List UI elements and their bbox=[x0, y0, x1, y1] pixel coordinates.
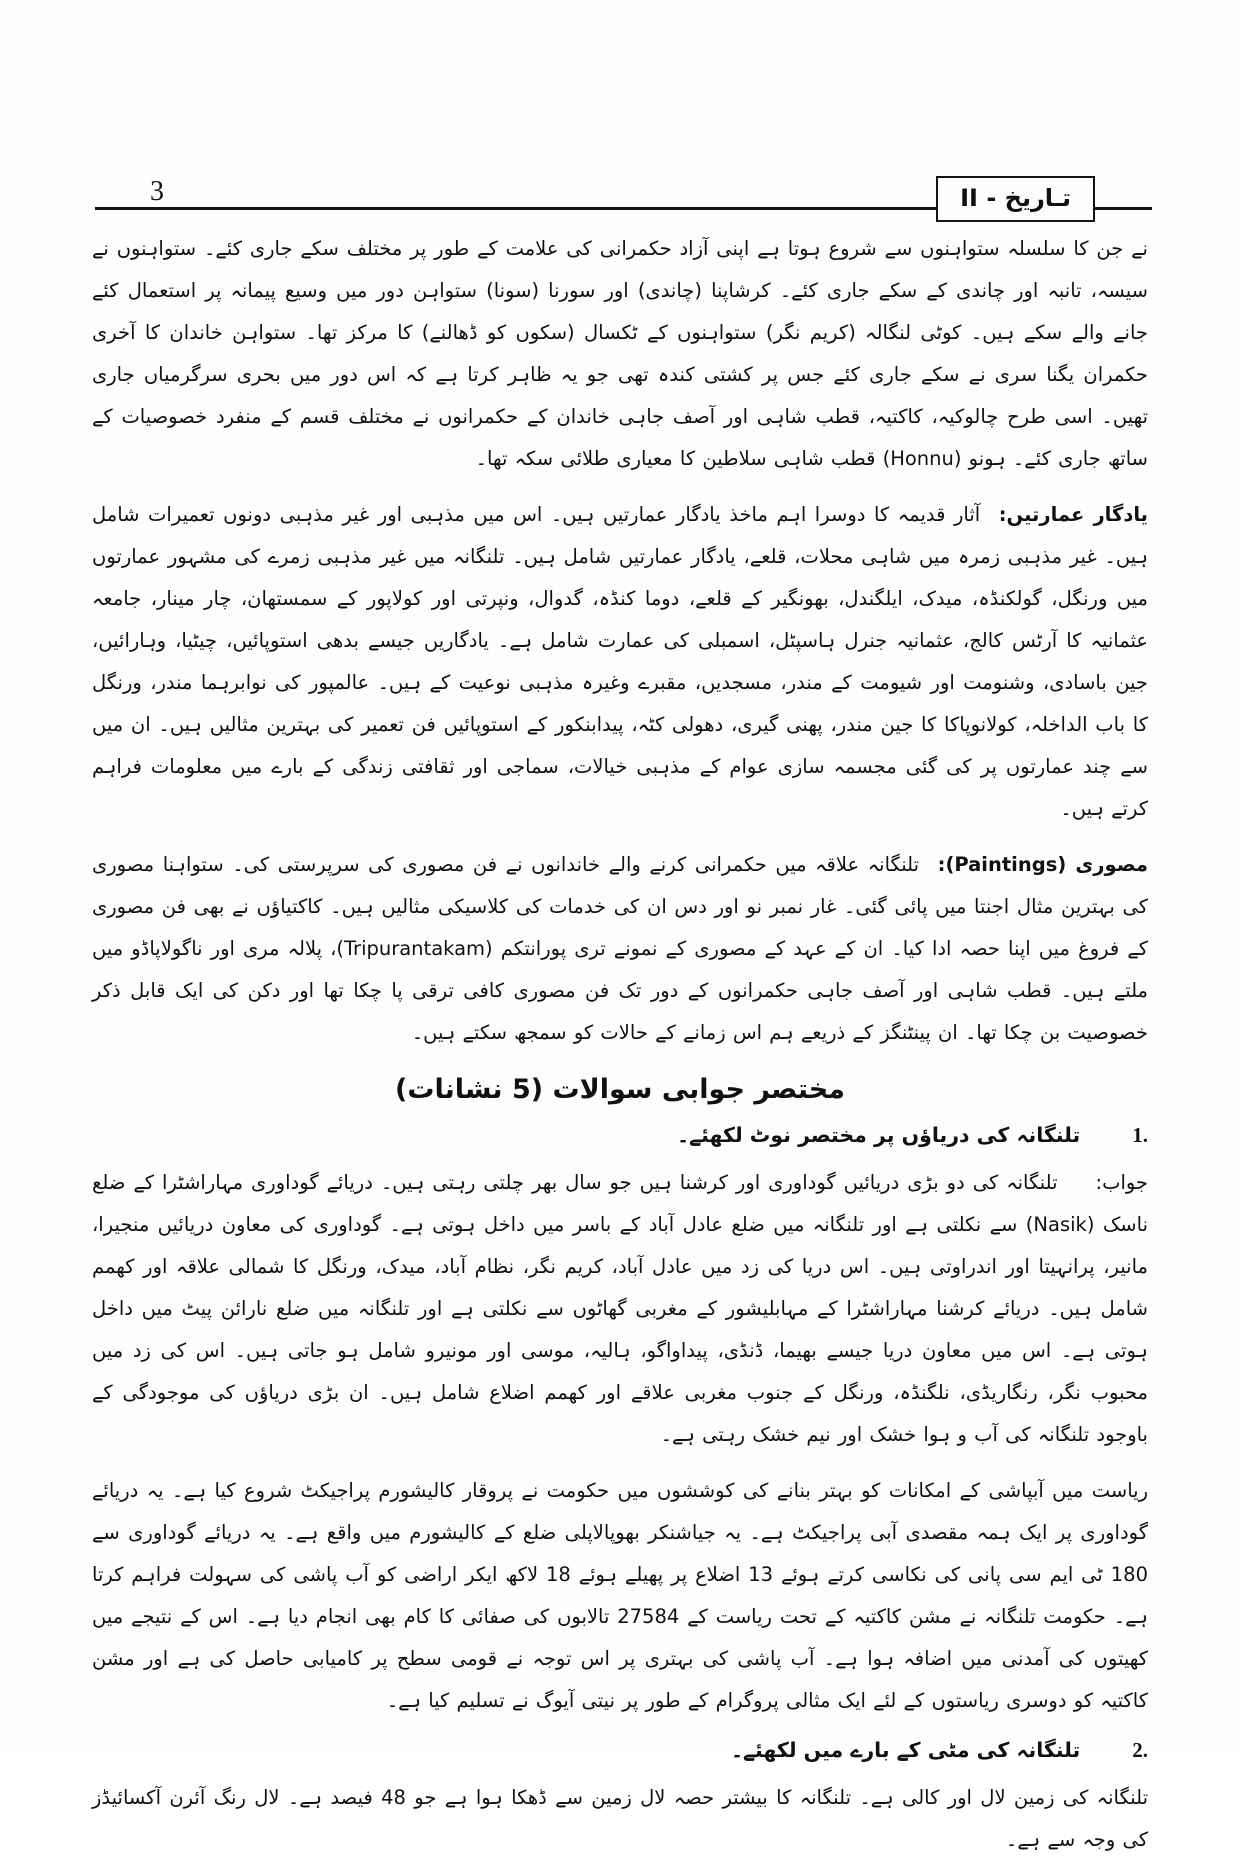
header-title: تـاریخ - II bbox=[960, 184, 1071, 212]
answer-1-text-1: تلنگانہ کی دو بڑی دریائیں گوداوری اور کرشنا ہیں جو سال بھر چلتی رہتی ہیں۔ دریائے گوداوری مہاراشٹرا کے ضلع ناسک (Nasik) سے نکلتی ہے اور تلنگانہ میں ضلع عادل آباد کے باسر میں داخل ہوتی ہے۔ گوداوری کی معاون دریائیں منجیرا، مانیر، پرانہیتا اور اندراوتی ہیں۔ اس دریا کی زد میں عادل آباد، کریم نگر، نظام آباد، میدک، ورنگل کا شمالی علاقہ اور کھمم شامل ہیں۔ دریائے کرشنا مہاراشٹرا کے مہابلیشور کے مغربی گھاٹوں سے نکلتی ہے اور تلنگانہ میں ضلع نارائن پیٹ میں داخل ہوتی ہے۔ اس میں معاون دریا جیسے بھیما، ڈنڈی، پیداواگو، ہالیہ، موسی اور مونیرو شامل ہو جاتی ہیں۔ اس کی زد میں محبوب نگر، رنگاریڈی، نلگنڈہ، ورنگل کے جنوب مغربی علاقے اور کھمم اضلاع شامل ہیں۔ ان بڑی دریاؤں کی موجودگی کے باوجود تلنگانہ کی آب و ہوا خشک اور نیم خشک رہتی ہے۔ bbox=[92, 1171, 1149, 1446]
paragraph-monuments-text: آثار قدیمہ کا دوسرا اہم ماخذ یادگار عمارتیں ہیں۔ اس میں مذہبی اور غیر مذہبی دونوں تعمیرات شامل ہیں۔ غیر مذہبی زمرہ میں شاہی محلات، قلعے، یادگار عمارتیں شامل ہیں۔ تلنگانہ میں غیر مذہبی زمرے کی مشہور عمارتوں میں ورنگل، گولکنڈہ، میدک، ایلگندل، بھونگیر کے قلعے، دوما کنڈہ، گدوال، ونپرتی اور کولاپور کے سمستھان، چار مینار، جامعہ عثمانیہ کا آرٹس کالج، عثمانیہ جنرل ہاسپٹل، اسمبلی کی عمارت شامل ہے۔ یادگاریں جیسے بدھی استوپائیں، چیٹیا، وہارائیں، جین باسادی، وشنومت اور شیومت کے مندر، مسجدیں، مقبرے وغیرہ مذہبی نوعیت کے ہیں۔ عالمپور کی نوابرہما مندر، ورنگل کا باب الداخلہ، کولانوپاکا کا جین مندر، پھنی گیری، دھولی کٹہ، پیدابنکور کے استوپائیں فن تعمیر کی بہترین مثالیں ہیں۔ ان میں سے چند عمارتوں پر کی گئی مجسمہ سازی عوام کے مذہبی خیالات، سماجی اور ثقافتی زندگی کے بارے میں معلومات فراہم کرتے ہیں۔ bbox=[92, 503, 1148, 820]
question-1-text: تلنگانہ کی دریاؤں پر مختصر نوٹ لکھئے۔ bbox=[677, 1123, 1081, 1147]
question-2-number: 2. bbox=[1132, 1738, 1148, 1762]
page-header bbox=[0, 0, 1240, 210]
paragraph-paintings-text: تلنگانہ علاقہ میں حکمرانی کرنے والے خاندانوں نے فن مصوری کی سرپرستی کی۔ ستواہنا مصوری کی بہترین مثال اجنتا میں پائی گئی۔ غار نمبر نو اور دس ان کی خدمات کی کلاسیکی مثالیں ہیں۔ کاکتیاؤں نے بھی فن مصوری کے فروغ میں اپنا حصہ ادا کیا۔ ان کے عہد کے مصوری کے نمونے تری پورانتکم (Tripurantakam)، پلالہ مری اور ناگولاپاڈو میں ملتے ہیں۔ قطب شاہی اور آصف جاہی حکمرانوں کے دور تک فن مصوری کافی ترقی پا چکا تھا اور دکن کی ایک قابل ذکر خصوصیت بن چکا تھا۔ ان پینٹنگز کے ذریعے ہم اس زمانے کے حالات کو سمجھ سکتے ہیں۔ bbox=[92, 853, 1148, 1044]
page-content bbox=[0, 210, 1240, 1861]
paragraph-monuments bbox=[92, 494, 1148, 830]
answer-2-paragraph-1 bbox=[92, 1777, 1148, 1861]
answer-1-paragraph-2 bbox=[92, 1470, 1148, 1722]
section-heading: مختصر جوابی سوالات (5 نشانات) bbox=[395, 1074, 845, 1105]
question-1-row bbox=[92, 1123, 1148, 1148]
paragraph-coins bbox=[92, 228, 1148, 480]
answer-1-paragraph-1 bbox=[92, 1162, 1148, 1456]
paragraph-paintings bbox=[92, 844, 1148, 1054]
paragraph-paintings-lead: مصوری (Paintings): bbox=[937, 853, 1149, 876]
answer-1-text-2: ریاست میں آبپاشی کے امکانات کو بہتر بنانے کی کوششوں میں حکومت نے پروقار کالیشورم پراجیکٹ شروع کیا ہے۔ یہ دریائے گوداوری پر ایک ہمہ مقصدی آبی پراجیکٹ ہے۔ یہ جیاشنکر بھوپالاپلی ضلع کے کالیشورم میں واقع ہے۔ یہ دریائے گوداوری سے 180 ٹی ایم سی پانی کی نکاسی کرتے ہوئے 13 اضلاع پر پھیلے ہوئے 18 لاکھ ایکر اراضی کو آب پاشی کی سہولت فراہم کرتا ہے۔ حکومت تلنگانہ نے مشن کاکتیہ کے تحت ریاست کے 27584 تالابوں کی صفائی کا کام بھی انجام دیا ہے۔ اس کے نتیجے میں کھیتوں کی آمدنی میں اضافہ ہوا ہے۔ آب پاشی کی بہتری پر اس توجہ نے قومی سطح پر کامیابی حاصل کی ہے اور مشن کاکتیہ کو دوسری ریاستوں کے لئے ایک مثالی پروگرام کے طور پر نیتی آیوگ نے تسلیم کیا ہے۔ bbox=[92, 1479, 1148, 1712]
paragraph-monuments-lead: یادگار عمارتیں: bbox=[998, 503, 1148, 526]
page-number: 3 bbox=[150, 176, 164, 207]
header-title-box bbox=[936, 176, 1095, 222]
question-1-number: 1. bbox=[1132, 1123, 1148, 1147]
question-2-text: تلنگانہ کی مٹی کے بارے میں لکھئے۔ bbox=[731, 1738, 1081, 1762]
answer-1-label: جواب: bbox=[1095, 1171, 1148, 1194]
answer-2-text-1: تلنگانہ کی زمین لال اور کالی ہے۔ تلنگانہ کا بیشتر حصہ لال زمین سے ڈھکا ہوا ہے جو 48 فیصد ہے۔ لال رنگ آئرن آکسائیڈز کی وجہ سے ہے۔ bbox=[92, 1786, 1149, 1851]
question-2-row bbox=[92, 1738, 1148, 1763]
paragraph-coins-text: نے جن کا سلسلہ ستواہنوں سے شروع ہوتا ہے اپنی آزاد حکمرانی کی علامت کے طور پر مختلف سکے جاری کئے۔ ستواہنوں نے سیسہ، تانبہ اور چاندی کے سکے جاری کئے۔ کرشاپنا (چاندی) اور سورنا (سونا) ستواہن دور میں وسیع پیمانہ پر استعمال کئے جانے والے سکے ہیں۔ کوٹی لنگالہ (کریم نگر) ستواہنوں کے ٹکسال (سکوں کو ڈھالنے) کا مرکز تھا۔ ستواہن خاندان کا آخری حکمران یگنا سری نے سکے جاری کئے جس پر کشتی کندہ تھی جو یہ ظاہر کرتا ہے کہ اس دور میں بحری سرگرمیاں جاری تھیں۔ اسی طرح چالوکیہ، کاکتیہ، قطب شاہی اور آصف جاہی خاندان کے حکمرانوں نے مختلف قسم کے منفرد خصوصیات کے ساتھ جاری کئے۔ ہونو (Honnu) قطب شاہی سلاطین کا معیاری طلائی سکہ تھا۔ bbox=[92, 237, 1148, 470]
